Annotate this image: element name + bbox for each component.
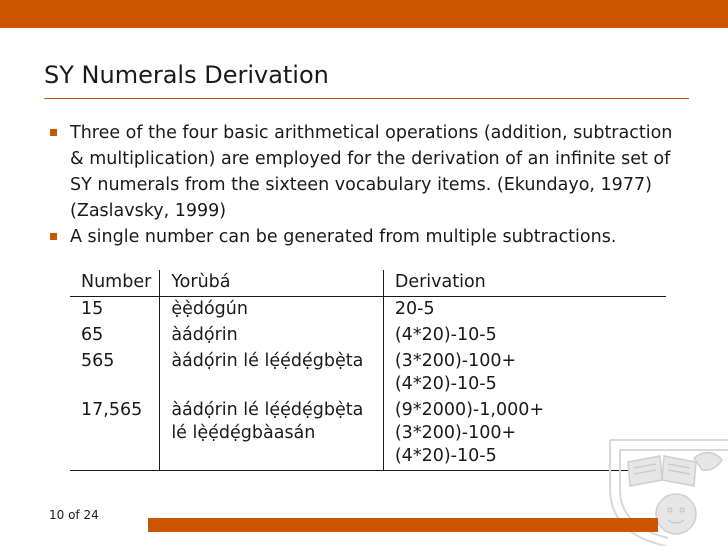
- derivation-text: (3*200)-100+(4*20)-10-5: [394, 351, 517, 394]
- cell-yoruba: àádọ́rin: [160, 323, 384, 349]
- cell-derivation: [383, 349, 666, 398]
- derivation-text: 20-5: [394, 299, 435, 319]
- cell-yoruba: ẹ̀ẹ̀dógún: [160, 297, 384, 324]
- table-row: [70, 323, 666, 349]
- table-row: [70, 349, 666, 398]
- bullet-list: [50, 120, 710, 250]
- bullet-text: Three of the four basic arithmetical operations (addition, subtraction & multiplication) are employed for the derivation of an infinite set of SY numerals from the sixteen vocabulary items. (Ekundayo, 1977)(Zaslavsky, 1999): [70, 123, 673, 221]
- bullet-item: [50, 120, 710, 224]
- table-row: [70, 297, 666, 324]
- column-header-yoruba: Yorùbá: [160, 270, 384, 297]
- column-header-number: Number: [70, 270, 160, 297]
- bullet-marker-icon: [50, 129, 57, 136]
- page-number: 10 of 24: [49, 508, 99, 522]
- cell-derivation: [383, 297, 666, 324]
- cell-yoruba: àádọ́rin lé lẹ́ẹ́dẹ́gbẹ̀ta: [160, 349, 384, 398]
- cell-number: 15: [81, 299, 104, 319]
- numerals-table: [70, 270, 666, 471]
- cell-number: 565: [81, 351, 115, 371]
- cell-number: 65: [81, 325, 104, 345]
- cell-number: 17,565: [70, 398, 160, 471]
- footer-accent-bar: [148, 518, 658, 532]
- column-header-derivation: Derivation: [383, 270, 666, 297]
- bullet-text: A single number can be generated from multiple subtractions.: [70, 227, 617, 247]
- bullet-item: [50, 224, 710, 250]
- title-divider: [44, 98, 689, 99]
- top-accent-bar: [0, 0, 728, 28]
- cell-derivation: [383, 323, 666, 349]
- derivation-text: (4*20)-10-5: [394, 325, 497, 345]
- cell-yoruba: àádọ́rin lé lẹ́ẹ́dẹ́gbẹ̀ta lé lẹ̀ẹ́dẹ́gbàasán: [160, 398, 384, 471]
- table-header-row: [70, 270, 666, 297]
- slide-title: SY Numerals Derivation: [44, 61, 329, 89]
- derivation-text: (9*2000)-1,000+(3*200)-100+(4*20)-10-5: [394, 400, 545, 466]
- bullet-marker-icon: [50, 233, 57, 240]
- table-row: [70, 398, 666, 471]
